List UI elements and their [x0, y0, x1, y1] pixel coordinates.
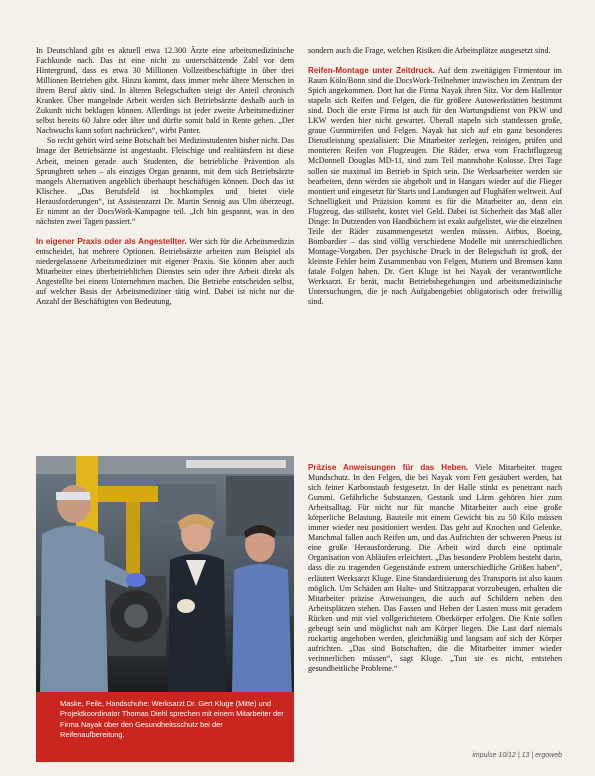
paragraph: In Deutschland gibt es aktuell etwa 12.300 Ärzte eine arbeitsmedizinische Fachkunde nach. Das ist eine nicht zu unterschätzende Zahl vor dem Hintergrund, dass es etwa 30 Millionen Vollzeitbeschäftigte in über drei Millionen Betrieben gibt. Hinzu kommt, dass immer mehr ältere Menschen in ihrem Beruf aktiv sind. In älteren Belegschaften steigt der Anteil chronisch Kranker. Über mangelnde Arbeit werden sich Betriebsärzte deshalb auch in Zukunft nicht beklagen können. Allerdings ist jeder zweite Arbeitsmediziner selbst bereits 60 Jahre oder älter und dürfte somit bald in Rente gehen. „Der Nachwuchs kann sofort nachrücken“, wirbt Panter. — [36, 46, 294, 136]
workshop-photo-illustration — [36, 456, 294, 692]
paragraph — [308, 66, 562, 307]
subheading: Reifen-Montage unter Zeitdruck. — [308, 66, 435, 76]
subheading: Präzise Anweisungen für das Heben. — [308, 463, 469, 472]
paragraph: sondern auch die Frage, welchen Risiken die Arbeitsplätze ausgesetzt sind. — [308, 46, 551, 55]
photo-caption: Maske, Feile, Handschuhe: Werksarzt Dr. Gert Kluge (Mitte) und Projektkoordinator Thomas Diehl sprechen mit einem Mitarbeiter der Firma Nayak über den Gesundheitsschutz bei der Reifenaufbereitung. — [36, 692, 294, 762]
paragraph: So recht gehört wird seine Botschaft bei Medizinstudenten bisher nicht. Das Image der Betriebsärzte ist angestaubt. Fleischige und realitätsfern ist diese Arbeit, meinen gerade auch Studenten, die betriebliche Prävention als Sprungbrett sehen – als einziges Organ genannt, mit dem sich Betriebsärzte mangels Alternativen angeblich überhaupt beschäftigen können. Doch das ist Klischee. „Das Berufsfeld ist hochkomplex und bietet viele Herausforderungen“, ist Assistenzarzt Dr. Martin Sennig aus Ulm überzeugt. Er nimmt an der DocsWork-Kampagne teil. „Ich bin gespannt, was in den nächsten zwei Tagen passiert.“ — [36, 136, 294, 226]
paragraph-text: Auf dem zweitägigen Firmentour im Raum Köln/Bonn sind die DocsWork-Teilnehmer inzwischen im Zentrum der Spich angekommen. Dort hat die Firma Nayak ihren Sitz. Vor dem Hallentor stapeln sich Reifen und Felgen, die für größere Autowerkstätten bestimmt sind. Doch die erste Firma ist auch für den Wartungsdienst von PKW und LKW werden hier nicht gewartet. Überall stapeln sich stattdessen große, graue Gummireifen und Felgen. Nayak hat sich auf ein ganz besonderes Dienstleistung spezialisiert: Die Mitarbeiter zerlegen, reinigen, prüfen und montieren Reifen von Flugzeugen. Die Räder, etwa vom Frachtflugzeug McDonnell Douglas MD-11, sind zum Teil mannshohe Kolosse. Drei Tage sollen sie maximal im Betrieb in Spich sein. Die Werksarbeiter werden sie bearbeiten, denn werden sie abgeholt und in Hangars wieder auf die Flieger montiert und eingesetzt für Starts und Landungen auf Flughäfen weltweit. Auf Schnelligkeit und Präzision kommt es für die Mitarbeiter an, denn ein Flugzeug, das stillsteht, kostet viel Geld. Dabei ist Sicherheit das Maß aller Dinge: In Dutzenden von Handbüchern ist exakt aufgelistet, wie die einzelnen Teile der Räder zusammengesetzt werden müssen. Airbus, Boeing, Bombardier – das sind völlig verschiedene Modelle mit unterschiedlichen Montage-Vorgaben. Der psychische Druck in der Belegschaft ist groß, der kleinste Fehler beim Zusammenbau von Felgen, Muttern und Bremsen kann fatale Folgen haben. Dr. Gert Kluge ist bei Nayak der verantwortliche Werksarzt. Er berät, macht Betriebsbegehungen und arbeitsmedizinische Untersuchungen, die je nach Aufgabengebiet obligatorisch oder freiwillig sind. — [308, 66, 562, 307]
paragraph — [308, 463, 562, 674]
paragraph-text: Wer sich für die Arbeitsmedizin entscheidet, hat mehrere Optionen. Betriebsärzte arbeiten zum Beispiel als niedergelassene Arbeitsmediziner mit eigener Praxis. Sie können aber auch Mitarbeiter eines überbetrieblichen Dienstes sein oder ihre Arbeit direkt als Angestellte bei einem Unternehmen machen. Die Betriebe entscheiden selbst, auf welcher Basis der Arbeitsmediziner tätig wird. Dabei ist nicht nur die Anzahl der Beschäftigten von Bedeutung, — [36, 236, 294, 307]
workshop-photo — [36, 456, 294, 692]
subheading: In eigener Praxis oder als Angestellter. — [36, 236, 187, 246]
left-text-column — [36, 46, 294, 307]
right-text-column-bottom — [308, 463, 562, 674]
right-text-column-top — [308, 46, 562, 307]
page-footer: impulse 10/12 | 13 | ergoweb — [472, 752, 562, 759]
paragraph — [36, 237, 294, 307]
paragraph-text: Viele Mitarbeiter tragen Mundschutz. In den Felgen, die bei Nayak vom Fett gesäubert werden, hat sich feiner Karbonstaub festgesetzt. In der Halle stinkt es penetrant nach Gummi. Gefährliche Substanzen, Gestank und Lärm gehören hier zum Arbeitsalltag. Für nicht nur für manche Mitarbeiter auch eine große körperliche Belastung. Bauteile mit einem Gewicht bis zu 50 Kilo müssen immer wieder neu positioniert werden. Das geht auf Knochen und Gelenke. Manchmal fallen auch Reifen um, und das Aufrichten der schweren Pneus ist eine große Herausforderung. Die Arbeit wird durch eine optimale Organisation von Abläufen erleichtert. „Das besondere Problem besteht darin, dass die zu tragenden Gegenstände extrem unterschiedliche Größen haben“, erläutert Werksarzt Kluge. Eine Standardisierung des Transports ist also kaum möglich. Um Schäden am Halte- und Stützapparat vorzubeugen, erhalten die Mitarbeiter präzise Anweisungen, die auch auf Schildern neben den Arbeitsplätzen stehen. Das Fassen und Heben der Lasten muss mit geradem Rücken und mit viel vollgerichtetem Oberkörper erfolgen. Die Knie sollen gebeugt sein und möglichst nah am Körper liegen. Die Last darf niemals ruckartig angehoben werden, gleichmäßig und langsam auf sich der Körper aufrichten. „Das sind Botschaften, die die Mitarbeiter immer wieder verinnerlichen müssen“, sagt Kluge. „Tun sie es nicht, entstehen gesundheitliche Probleme.“ — [308, 463, 562, 673]
